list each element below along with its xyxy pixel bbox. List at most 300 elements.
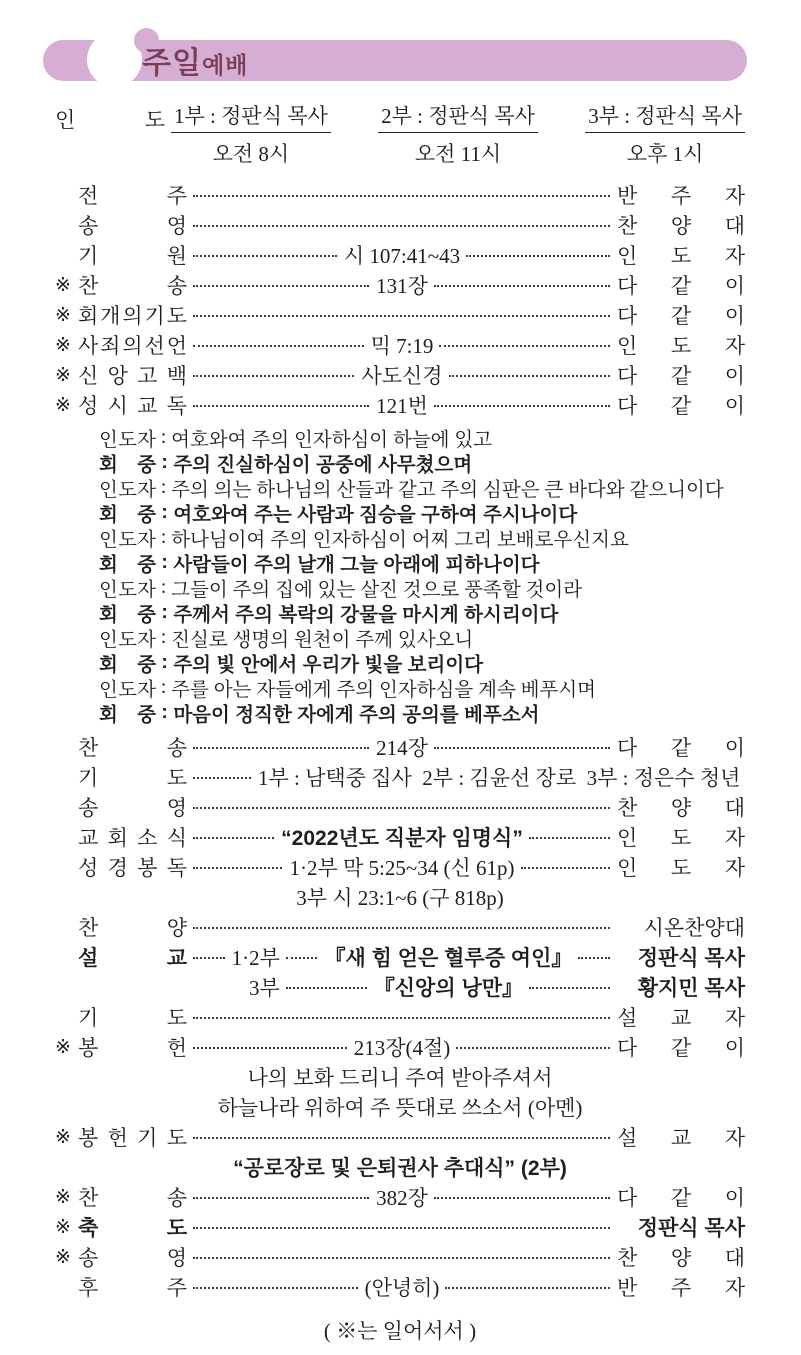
- dotted-leader: [521, 867, 610, 869]
- responsive-line: [99, 550, 745, 575]
- label-char: 같: [670, 1186, 692, 1211]
- label-char: 회: [99, 503, 118, 526]
- speaker-label: [99, 674, 156, 702]
- item-label-cell: [55, 1002, 187, 1032]
- label-char: 다: [617, 736, 638, 761]
- label-char: 도: [166, 1006, 187, 1031]
- label-char: 언: [166, 334, 187, 359]
- speaker-label: [99, 474, 156, 502]
- performer-label: 시온찬양대: [643, 916, 745, 941]
- reading-text: 주의 진실하심이 공중에 사무쳤으며: [173, 453, 473, 476]
- label-char: 교: [670, 1126, 692, 1151]
- label-char: 찬: [78, 274, 99, 299]
- performer-label: [617, 240, 745, 270]
- order-row: [55, 732, 745, 762]
- label-char: 중: [137, 703, 156, 726]
- reading-text: 진실로 생명의 원천이 주께 있사오니: [171, 629, 474, 651]
- item-label-cell: [55, 300, 187, 330]
- item-detail: (안녕히): [364, 1276, 440, 1301]
- item-label-cell: [55, 1032, 187, 1062]
- speaker-colon: :: [156, 476, 172, 498]
- label-char: 기: [78, 1006, 99, 1031]
- service-part: [171, 104, 331, 168]
- dotted-leader: [466, 255, 610, 257]
- order-row: [55, 1272, 745, 1302]
- dotted-leader: [578, 957, 610, 959]
- item-label-cell: [55, 270, 187, 300]
- label-char: 주: [670, 184, 692, 209]
- label-char: 경: [107, 856, 128, 881]
- speaker-colon: :: [156, 601, 174, 624]
- dotted-leader: [439, 345, 610, 347]
- dotted-leader: [434, 405, 610, 407]
- order-row: [55, 852, 745, 882]
- order-of-worship: [55, 104, 745, 1302]
- item-detail: 1·2부: [231, 946, 280, 971]
- label-char: 시: [107, 394, 128, 419]
- service-parts: [165, 104, 745, 168]
- speaker-colon: :: [156, 526, 172, 548]
- label-char: 교: [166, 947, 187, 971]
- center-line: “공로장로 및 은퇴권사 추대식” (2부): [233, 1157, 567, 1181]
- label-char: 회: [78, 304, 99, 329]
- label-char: 양: [670, 214, 692, 239]
- performer-label: [617, 270, 745, 300]
- item-detail: 시 107:41~43: [343, 244, 461, 269]
- label-char: 인: [617, 856, 638, 881]
- label-char: 교: [137, 394, 158, 419]
- label-char: 의: [122, 334, 143, 359]
- label-char: 이: [724, 364, 745, 389]
- label-char: 중: [137, 653, 156, 676]
- speaker-label: [99, 599, 156, 627]
- label-char: 사: [78, 334, 99, 359]
- dotted-leader: [193, 1227, 610, 1229]
- label-char: 송: [78, 796, 99, 821]
- performer-label: [617, 792, 745, 822]
- label-char: 찬: [78, 736, 99, 761]
- standing-marker: ※: [55, 1246, 71, 1268]
- dotted-leader: [193, 747, 369, 749]
- label-char: 소: [137, 826, 158, 851]
- performer-label: [617, 822, 745, 852]
- dotted-leader: [434, 747, 610, 749]
- item-label: [78, 210, 187, 240]
- item-label-cell: [55, 180, 187, 210]
- dotted-leader: [193, 345, 364, 347]
- label-char: 송: [166, 736, 187, 761]
- item-label: [78, 912, 187, 942]
- label-char: 다: [617, 304, 638, 329]
- dotted-leader: [193, 1137, 610, 1139]
- center-line: 하늘나라 위하여 주 뜻대로 쓰소서 (아멘): [217, 1096, 583, 1121]
- label-char: 송: [166, 274, 187, 299]
- part-time: 오전 11시: [414, 142, 502, 167]
- speaker-label: [99, 449, 156, 477]
- reading-text: 여호와여 주는 사람과 짐승을 구하여 주시나이다: [173, 503, 578, 526]
- item-detail: 『새 힘 얻은 혈루증 여인』: [324, 947, 573, 971]
- label-char: 설: [617, 1126, 638, 1151]
- speaker-colon: :: [156, 501, 174, 524]
- item-label: [78, 270, 187, 300]
- item-label: [78, 822, 187, 852]
- standing-marker: ※: [55, 274, 71, 296]
- item-label: [78, 942, 187, 972]
- label-char: 영: [166, 796, 187, 821]
- responsive-line: [99, 425, 745, 450]
- label-char: 인: [99, 429, 118, 451]
- item-label-cell: [55, 1272, 187, 1302]
- label-char: 인: [99, 579, 118, 601]
- label-char: 도: [670, 856, 692, 881]
- order-row: [55, 942, 745, 972]
- responsive-line: [99, 525, 745, 550]
- label-char: 같: [670, 394, 692, 419]
- label-char: 교: [78, 826, 99, 851]
- center-line: 나의 보화 드리니 주여 받아주셔서: [247, 1066, 553, 1091]
- label-char: 봉: [78, 1036, 99, 1061]
- item-detail: 382장: [376, 1186, 428, 1211]
- label-char: 회: [99, 453, 118, 476]
- dotted-leader: [193, 1047, 347, 1049]
- item-label-cell: [55, 942, 187, 972]
- label-char: 이: [724, 1036, 745, 1061]
- dotted-leader: [193, 1017, 610, 1019]
- label-char: 신: [78, 364, 99, 389]
- label-char: 같: [670, 364, 692, 389]
- worship-header-banner: [43, 40, 747, 81]
- speaker-colon: :: [156, 701, 174, 724]
- order-row: [55, 972, 745, 1002]
- service-part: [585, 104, 745, 168]
- dotted-leader: [193, 777, 251, 779]
- label-char: 자: [137, 679, 156, 701]
- item-label-cell: [55, 792, 187, 822]
- part-time: 오후 1시: [626, 142, 704, 167]
- standing-marker: ※: [55, 1186, 71, 1208]
- dotted-leader: [193, 867, 282, 869]
- standing-marker: ※: [55, 1036, 71, 1058]
- reading-text: 사람들이 주의 날개 그늘 아래에 피하나이다: [173, 553, 540, 576]
- label-char: 도: [166, 304, 187, 329]
- dotted-leader: [193, 837, 274, 839]
- label-char: 인: [55, 108, 76, 132]
- performer-label: [617, 1032, 745, 1062]
- label-char: 도: [144, 108, 165, 132]
- label-char: 의: [122, 304, 143, 329]
- label-char: 교: [670, 1006, 692, 1031]
- label-char: 자: [137, 479, 156, 501]
- dotted-leader: [193, 405, 369, 407]
- label-char: 헌: [107, 1126, 128, 1151]
- performer-label: 정판식 목사: [637, 1217, 745, 1241]
- label-char: 자: [724, 1276, 745, 1301]
- label-char: 중: [137, 503, 156, 526]
- item-label: [78, 732, 187, 762]
- label-char: 자: [724, 856, 745, 881]
- label-char: 인: [99, 529, 118, 551]
- item-label: [78, 852, 187, 882]
- item-label: [78, 1212, 187, 1242]
- label-char: 인: [99, 479, 118, 501]
- speaker-label: [99, 524, 156, 552]
- label-char: 이: [724, 394, 745, 419]
- item-label-cell: [55, 330, 187, 360]
- label-char: 자: [137, 529, 156, 551]
- performer-label: [617, 1242, 745, 1272]
- label-char: 인: [617, 244, 638, 269]
- label-char: 헌: [166, 1036, 187, 1061]
- label-char: 봉: [78, 1126, 99, 1151]
- label-char: 자: [724, 184, 745, 209]
- order-row: [55, 792, 745, 822]
- label-char: 설: [617, 1006, 638, 1031]
- speaker-colon: :: [156, 451, 174, 474]
- order-row: [55, 1002, 745, 1032]
- item-label-cell: [55, 912, 187, 942]
- label-char: 원: [166, 244, 187, 269]
- label-char: 같: [670, 304, 692, 329]
- dotted-leader: [193, 195, 610, 197]
- performer-label: [617, 732, 745, 762]
- label-char: 자: [724, 826, 745, 851]
- dotted-leader: [193, 315, 610, 317]
- label-char: 도: [166, 766, 187, 791]
- item-detail: 1부 : 남택중 집사 2부 : 김윤선 장로 3부 : 정은수 청년: [258, 766, 741, 791]
- label-char: 자: [137, 579, 156, 601]
- dotted-leader: [434, 285, 610, 287]
- label-char: 죄: [100, 334, 121, 359]
- speaker-label: [99, 624, 156, 652]
- label-char: 성: [78, 394, 99, 419]
- standing-marker: ※: [55, 364, 71, 386]
- label-char: 설: [78, 947, 99, 971]
- order-row: [55, 1122, 745, 1152]
- label-char: 대: [724, 796, 745, 821]
- item-label-cell: [55, 210, 187, 240]
- label-char: 백: [166, 364, 187, 389]
- label-char: 회: [107, 826, 128, 851]
- page-title-sub: 예배: [201, 51, 249, 78]
- responsive-line: [99, 500, 745, 525]
- label-char: 대: [724, 1246, 745, 1271]
- indent-spacer: [187, 987, 249, 988]
- responsive-line: [99, 700, 745, 725]
- item-label: [55, 104, 165, 134]
- dotted-leader: [193, 225, 610, 227]
- label-char: 양: [166, 916, 187, 941]
- dotted-leader: [529, 837, 610, 839]
- item-label: [78, 330, 187, 360]
- label-char: 도: [118, 479, 137, 501]
- label-char: 반: [617, 1276, 638, 1301]
- item-label: [78, 792, 187, 822]
- item-label-cell: [55, 1122, 187, 1152]
- performer-label: [617, 390, 745, 420]
- label-char: 기: [78, 244, 99, 269]
- leader-assignments-row: [55, 104, 745, 168]
- label-char: 인: [617, 334, 638, 359]
- order-row: [55, 1242, 745, 1272]
- reading-text: 여호와여 주의 인자하심이 하늘에 있고: [171, 429, 493, 451]
- responsive-line: [99, 475, 745, 500]
- reading-text: 주께서 주의 복락의 강물을 마시게 하시리이다: [173, 603, 559, 626]
- item-label: [78, 1032, 187, 1062]
- label-char: 도: [118, 529, 137, 551]
- responsive-line: [99, 450, 745, 475]
- item-label: [78, 360, 187, 390]
- part-leader: 3부 : 정판식 목사: [585, 104, 745, 133]
- item-label-cell: [55, 1242, 187, 1272]
- reading-text: 하나님이여 주의 인자하심이 어찌 그리 보배로우신지요: [171, 529, 629, 551]
- performer-label: [617, 1272, 745, 1302]
- item-detail: 3부: [249, 976, 280, 1001]
- label-char: 주: [166, 184, 187, 209]
- performer-label: [617, 852, 745, 882]
- label-char: 이: [724, 1186, 745, 1211]
- label-char: 찬: [617, 796, 638, 821]
- center-line: 3부 시 23:1~6 (구 818p): [296, 886, 504, 911]
- item-detail: 사도신경: [361, 364, 443, 389]
- label-char: 도: [670, 244, 692, 269]
- dotted-leader: [445, 1287, 610, 1289]
- performer-label: 정판식 목사: [637, 947, 745, 971]
- responsive-line: [99, 650, 745, 675]
- dotted-leader: [193, 375, 354, 377]
- speaker-colon: :: [156, 676, 172, 698]
- label-char: 도: [118, 629, 137, 651]
- label-char: 인: [99, 679, 118, 701]
- bulletin-content: [55, 100, 745, 1345]
- performer-label: [617, 1182, 745, 1212]
- order-row: [55, 300, 745, 330]
- item-label-cell: [55, 240, 187, 270]
- standing-marker: ※: [55, 304, 71, 326]
- service-part: [378, 104, 538, 168]
- order-row: [55, 180, 745, 210]
- dotted-leader: [434, 1197, 610, 1199]
- label-char: 다: [617, 364, 638, 389]
- responsive-line: [99, 575, 745, 600]
- part-leader: 2부 : 정판식 목사: [378, 104, 538, 133]
- label-char: 주: [670, 1276, 692, 1301]
- dotted-leader: [193, 927, 610, 929]
- label-char: 도: [166, 1217, 187, 1241]
- label-char: 주: [166, 1276, 187, 1301]
- dotted-leader: [456, 1047, 610, 1049]
- item-detail: “2022년도 직분자 임명식”: [281, 827, 523, 851]
- label-char: 도: [670, 826, 692, 851]
- item-label: [78, 1242, 187, 1272]
- speaker-colon: :: [156, 626, 172, 648]
- standing-marker: ※: [55, 394, 71, 416]
- label-char: 봉: [137, 856, 158, 881]
- item-label: [78, 1002, 187, 1032]
- part-time: 오전 8시: [212, 142, 290, 167]
- item-label: [78, 1182, 187, 1212]
- label-char: 이: [724, 304, 745, 329]
- order-row: [55, 912, 745, 942]
- speaker-colon: :: [156, 426, 172, 448]
- order-row: [55, 330, 745, 360]
- dotted-leader: [193, 1287, 358, 1289]
- dotted-leader: [193, 807, 610, 809]
- label-char: 다: [617, 394, 638, 419]
- label-char: 기: [78, 766, 99, 791]
- standing-note: ( ※는 일어서서 ): [323, 1319, 477, 1344]
- speaker-label: [99, 424, 156, 452]
- item-label-cell: [55, 732, 187, 762]
- speaker-label: [99, 699, 156, 727]
- speaker-label: [99, 649, 156, 677]
- responsive-reading: [99, 425, 745, 725]
- dotted-leader: [193, 285, 369, 287]
- item-detail: 믹 7:19: [370, 334, 434, 359]
- item-detail: 『신앙의 낭만』: [373, 977, 524, 1001]
- order-row: [55, 390, 745, 420]
- label-char: 찬: [617, 1246, 638, 1271]
- speaker-label: [99, 499, 156, 527]
- label-char: 인: [99, 629, 118, 651]
- item-label: [78, 1122, 187, 1152]
- item-label-cell: [55, 822, 187, 852]
- label-char: 중: [137, 553, 156, 576]
- label-char: 성: [78, 856, 99, 881]
- label-char: 도: [118, 679, 137, 701]
- item-label: [78, 390, 187, 420]
- label-char: 양: [670, 1246, 692, 1271]
- label-char: 독: [166, 856, 187, 881]
- label-char: 중: [137, 603, 156, 626]
- item-detail: 214장: [376, 736, 428, 761]
- standing-marker: ※: [55, 334, 71, 356]
- label-char: 기: [144, 304, 165, 329]
- label-char: 개: [100, 304, 121, 329]
- dotted-leader: [286, 957, 318, 959]
- performer-label: [617, 180, 745, 210]
- label-char: 회: [99, 603, 118, 626]
- item-label-cell: [55, 852, 187, 882]
- label-char: 축: [78, 1217, 99, 1241]
- label-char: 자: [137, 429, 156, 451]
- label-char: 자: [724, 1126, 745, 1151]
- item-label-cell: [55, 104, 165, 134]
- page-title: [142, 38, 248, 82]
- item-detail: 1·2부 막 5:25~34 (신 61p): [289, 856, 515, 881]
- label-char: 자: [724, 334, 745, 359]
- item-detail: 213장(4절): [353, 1036, 451, 1061]
- dotted-leader: [193, 1257, 610, 1259]
- label-char: 도: [670, 334, 692, 359]
- label-char: 양: [670, 796, 692, 821]
- item-detail: 131장: [376, 274, 428, 299]
- performer-label: [617, 300, 745, 330]
- label-char: 반: [617, 184, 638, 209]
- speaker-colon: :: [156, 651, 174, 674]
- order-row: [55, 360, 745, 390]
- speaker-label: [99, 549, 156, 577]
- label-char: 앙: [107, 364, 128, 389]
- order-row: [55, 1182, 745, 1212]
- responsive-line: [99, 675, 745, 700]
- page-title-main: 주일: [142, 46, 202, 80]
- reading-text: 그들이 주의 집에 있는 살진 것으로 풍족할 것이라: [171, 579, 583, 601]
- label-char: 회: [99, 553, 118, 576]
- dotted-leader: [286, 987, 367, 989]
- label-char: 대: [724, 214, 745, 239]
- label-char: 같: [670, 274, 692, 299]
- dotted-leader: [449, 375, 610, 377]
